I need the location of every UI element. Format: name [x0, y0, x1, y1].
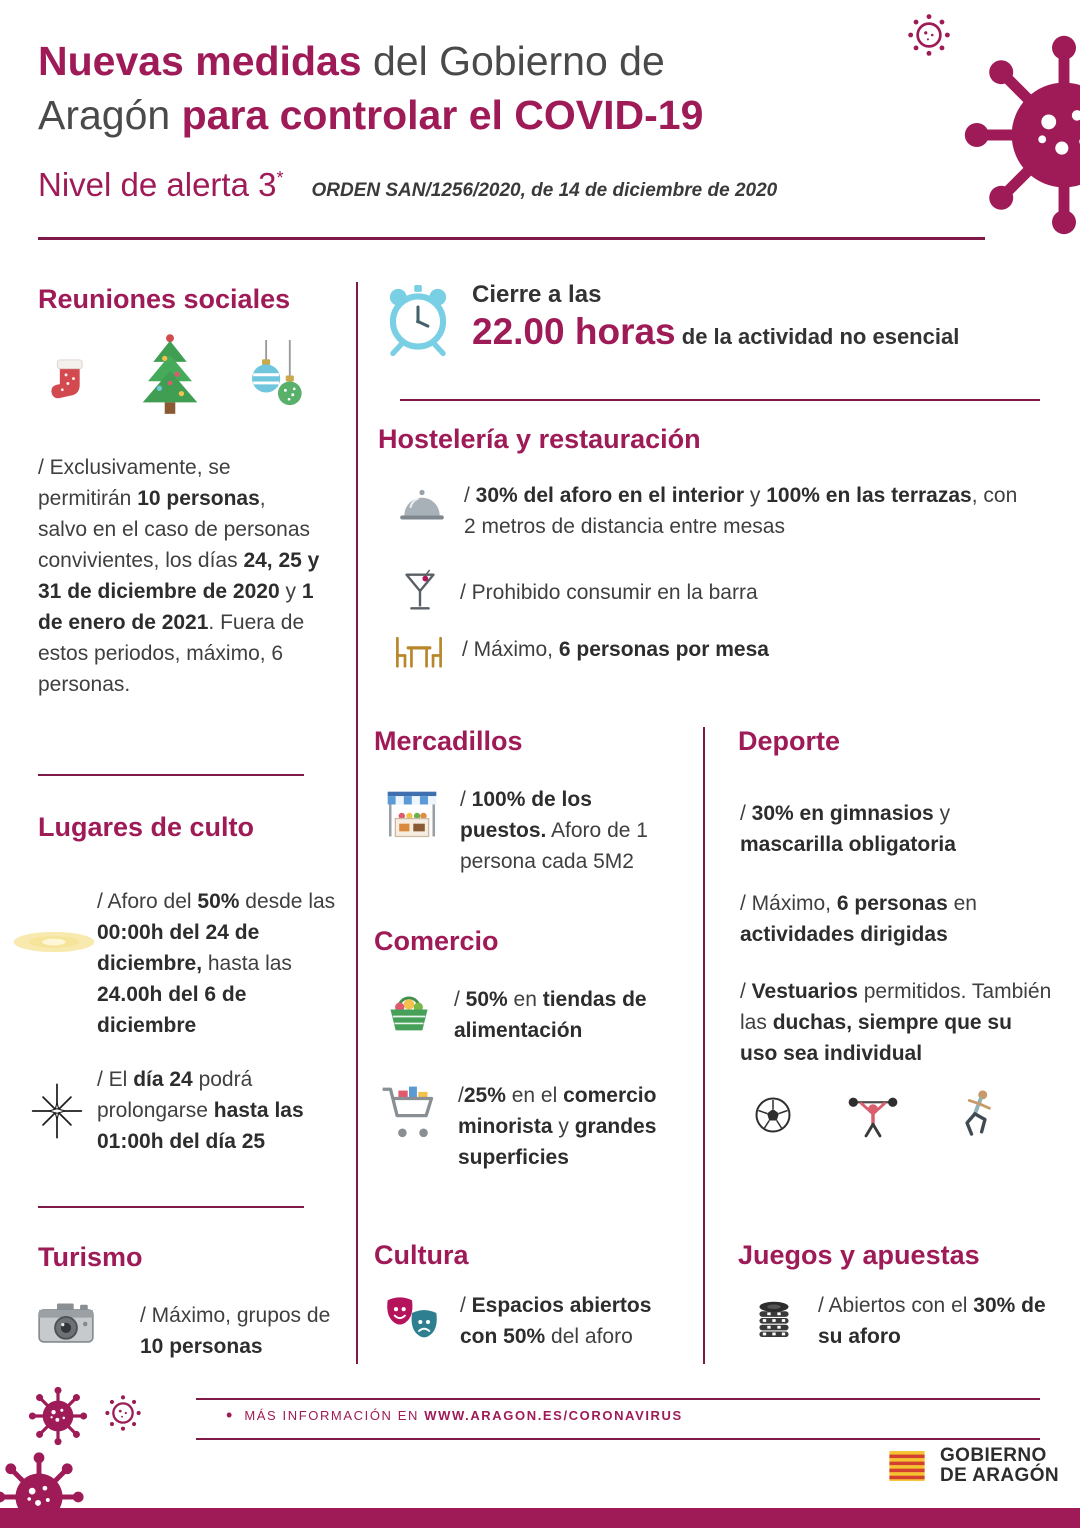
- closing-lead-text: Cierre a las: [472, 281, 602, 308]
- hosteleria-item: [396, 568, 1036, 616]
- baubles-icon: [238, 332, 312, 422]
- virus-outline-icon: [100, 1390, 146, 1436]
- section-divider: [400, 399, 1040, 401]
- alert-asterisk: *: [276, 168, 284, 188]
- closing-time-line: [472, 311, 1040, 353]
- comercio-item-text: /25% en el comercio minorista y grandes superficies: [458, 1084, 657, 1169]
- soccer-ball-icon: [748, 1090, 798, 1140]
- alarm-clock-icon: [380, 282, 456, 358]
- section-title-turismo: Turismo: [38, 1242, 143, 1272]
- mercadillos-item-text: / 100% de los puestos. Aforo de 1 persona cada 5M2: [460, 788, 648, 873]
- christmas-icons: [40, 330, 312, 422]
- mercadillos-item: [380, 784, 672, 877]
- column-divider: [703, 727, 705, 1364]
- virus-icon: [955, 26, 1080, 244]
- section-title-reuniones: Reuniones sociales: [38, 284, 291, 314]
- logo-line-2: DE ARAGÓN: [940, 1465, 1060, 1486]
- section-title-culto: Lugares de culto: [38, 812, 255, 842]
- alert-level: Nivel de alerta 3*: [38, 166, 284, 203]
- section-divider: [38, 774, 304, 776]
- gobierno-aragon-logo: [884, 1444, 1059, 1488]
- closing-time-value: 22.00 horas: [472, 311, 676, 352]
- virus-icon: [26, 1384, 90, 1448]
- runner-icon: [948, 1087, 1004, 1143]
- title-line-2: Aragón para controlar el COVID-19: [38, 92, 704, 138]
- closing-time-block: [472, 281, 1040, 353]
- section-title-cultura: Cultura: [374, 1240, 469, 1270]
- comercio-item: [376, 1080, 696, 1173]
- alert-row: [38, 166, 777, 204]
- sport-icons: [748, 1086, 1004, 1144]
- grocery-basket-icon: [380, 984, 438, 1042]
- title-line-1: Nuevas medidas del Gobierno de: [38, 38, 665, 84]
- star-icon: [28, 1082, 86, 1140]
- market-stall-icon: [380, 784, 444, 848]
- footer-divider: [196, 1398, 1040, 1400]
- reuniones-body-text: / Exclusivamente, se permitirán 10 personas, salvo en el caso de personas convivientes, los días 24, 25 y 31 de diciembre de 2020 y 1 de enero de 2021. Fuera de estos periodos, máximo, 6 personas.: [38, 456, 320, 696]
- candle-glow-icon: [12, 914, 96, 970]
- table-chairs-icon: [392, 622, 446, 676]
- culto-item-text: / El día 24 podrá prolongarse hasta las 01:00h del día 25: [97, 1068, 304, 1153]
- hosteleria-item: [392, 622, 1032, 676]
- bottom-accent-bar: [0, 1508, 1080, 1528]
- page-title: [38, 34, 703, 142]
- header-rule: [38, 237, 985, 240]
- deporte-item-text: / Vestuarios permitidos. También las duchas, siempre que su uso sea individual: [740, 980, 1052, 1065]
- footer-info: [226, 1406, 683, 1424]
- juegos-item-text: / Abiertos con el 30% de su aforo: [818, 1294, 1046, 1348]
- footer-info-text: MÁS INFORMACIÓN EN WWW.ARAGON.ES/CORONAVIRUS: [244, 1407, 683, 1423]
- stocking-icon: [40, 350, 102, 422]
- deporte-item-text: / 30% en gimnasios y mascarilla obligatoria: [740, 802, 956, 856]
- section-divider: [38, 1206, 304, 1208]
- virus-outline-icon: [902, 8, 956, 62]
- closing-suffix-text: de la actividad no esencial: [675, 324, 960, 349]
- christmas-tree-icon: [126, 330, 214, 422]
- aragon-flag-icon: [884, 1444, 930, 1488]
- juegos-item: [746, 1290, 1050, 1352]
- cultura-item: [380, 1290, 688, 1354]
- section-title-juegos: Juegos y apuestas: [738, 1240, 980, 1270]
- section-title-hosteleria: Hostelería y restauración: [378, 424, 701, 454]
- hosteleria-item-text: / Máximo, 6 personas por mesa: [462, 637, 769, 661]
- weightlifter-icon: [844, 1086, 902, 1144]
- cultura-item-text: / Espacios abiertos con 50% del aforo: [460, 1294, 652, 1348]
- section-title-comercio: Comercio: [374, 926, 499, 956]
- comercio-item: [380, 984, 682, 1046]
- order-reference: ORDEN SAN/1256/2020, de 14 de diciembre de 2020: [311, 180, 778, 201]
- footer-bullet: •: [226, 1405, 233, 1425]
- hosteleria-item: [396, 480, 1036, 542]
- footer-divider: [196, 1438, 1040, 1440]
- logo-text: [940, 1446, 1059, 1486]
- hosteleria-item-text: / Prohibido consumir en la barra: [460, 580, 758, 604]
- shopping-cart-icon: [376, 1080, 442, 1146]
- cloche-icon: [396, 480, 448, 532]
- column-divider: [356, 282, 358, 1364]
- section-title-deporte: Deporte: [738, 726, 841, 756]
- turismo-item-text: / Máximo, grupos de 10 personas: [140, 1304, 331, 1358]
- section-title-mercadillos: Mercadillos: [374, 726, 523, 756]
- hosteleria-item-text: / 30% del aforo en el interior y 100% en las terrazas, con 2 metros de distancia entre mesas: [464, 484, 1018, 538]
- deporte-item-text: / Máximo, 6 personas en actividades dirigidas: [740, 892, 977, 946]
- cocktail-icon: [396, 568, 444, 616]
- logo-line-1: GOBIERNO: [940, 1445, 1047, 1466]
- poker-chips-icon: [746, 1290, 802, 1346]
- camera-icon: [34, 1292, 98, 1356]
- comercio-item-text: / 50% en tiendas de alimentación: [454, 988, 647, 1042]
- culto-item-text: / Aforo del 50% desde las 00:00h del 24 de diciembre, hasta las 24.00h del 6 de diciembre: [97, 890, 336, 1037]
- theater-masks-icon: [380, 1290, 444, 1354]
